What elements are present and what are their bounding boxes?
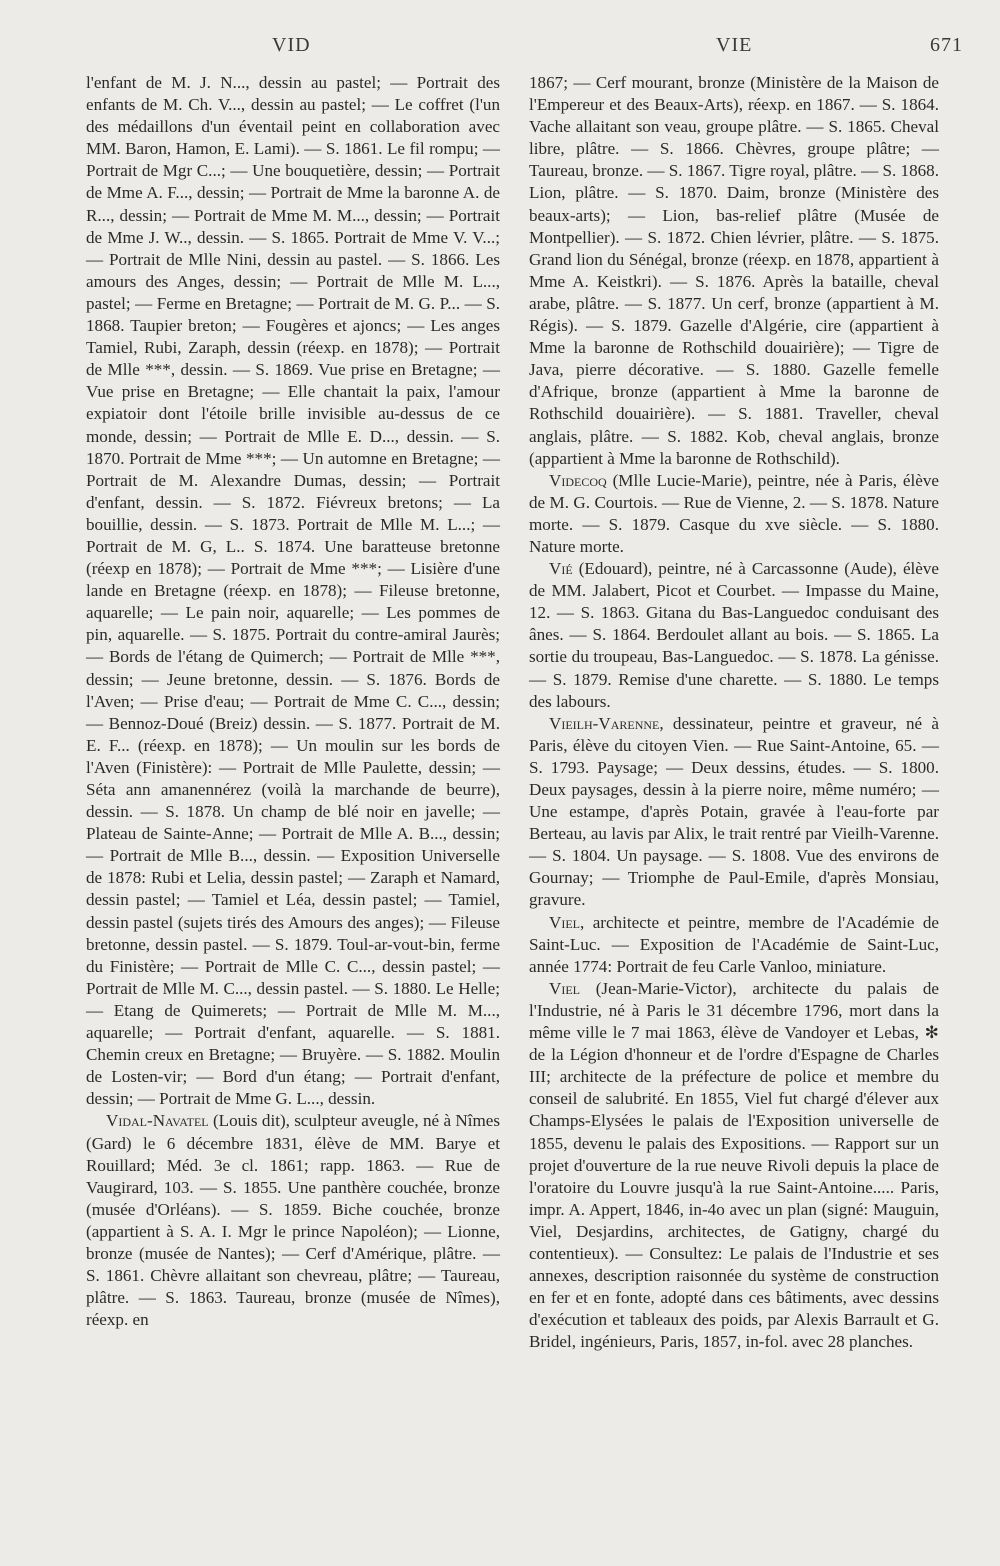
entry-name: Vieilh-Varenne [549, 713, 660, 733]
entry-paragraph [529, 713, 939, 912]
entry-text: (Jean-Marie-Victor), architecte du palais de l'Industrie, né à Paris le 31 décembre 1796, mort dans la même ville le 7 mai 1863, élève de Vandoyer et Lebas, ✻ de la Légion d'honneur et de l'ordre d'Espagne de Charles III; architecte de la préfecture de police et membre du conseil de salubrité. En 1855, Viel fut chargé d'élever aux Champs-Elysées le palais de l'Exposition universelle de 1855, devenu le palais des Expositions. — Rapport sur un projet d'ouverture de la rue neuve Rivoli depuis la place de l'oratoire du Louvre jusqu'à la rue Saint-Antoine..... Paris, impr. A. Appert, 1846, in-4o avec un plan (signé: Mauguin, Viel, Desjardins, architectes, de Gatigny, chargé du contentieux). — Consultez: Le palais de l'Industrie et ses annexes, description raisonnée du système de construction en fer et en fonte, adopté dans ces bâtiments, avec dessins d'exécution et tableaux des poids, par Alexis Barrault et G. Bridel, ingénieurs, Paris, 1857, in-fol. avec 28 planches. [529, 978, 939, 1352]
header-left-label: VID [272, 34, 311, 56]
page-number: 671 [930, 34, 963, 56]
entry-continuation: 1867; — Cerf mourant, bronze (Ministère de la Maison de l'Empereur et des Beaux-Arts), réexp. en 1867. — S. 1864. Vache allaitant son veau, groupe plâtre. — S. 1865. Cheval libre, plâtre. — S. 1866. Chèvres, groupe plâtre; — Taureau, bronze. — S. 1867. Tigre royal, plâtre. — S. 1868. Lion, plâtre. — S. 1870. Daim, bronze (Ministère des beaux-arts); — Lion, bas-relief plâtre (Musée de Montpellier). — S. 1872. Chien lévrier, plâtre. — S. 1875. Grand lion du Sénégal, bronze (réexp. en 1878, appartient à Mme A. Keistkri). — S. 1876. Après la bataille, cheval arabe, plâtre. — S. 1877. Un cerf, bronze (appartient à M. Régis). — S. 1879. Gazelle d'Algérie, cire (appartient à Mme la baronne de Rothschild douairière); — Tigre de Java, pierre décorative. — S. 1880. Gazelle femelle d'Afrique, bronze (appartient à Mme la baronne de Rothschild douairière). — S. 1881. Traveller, cheval anglais, plâtre. — S. 1882. Kob, cheval anglais, bronze (appartient à Mme la baronne de Rothschild). [529, 73, 939, 468]
entry-text: , architecte et peintre, membre de l'Académie de Saint-Luc. — Exposition de l'Académie de Saint-Luc, année 1774: Portrait de feu Carle Vanloo, miniature. [529, 912, 939, 976]
entry-continuation: l'enfant de M. J. N..., dessin au pastel; — Portrait des enfants de M. Ch. V..., dessin au pastel; — Le coffret (l'un des médaillons d'un éventail peint en collaboration avec MM. Baron, Hamon, E. Lami). — S. 1861. Le fil rompu; — Portrait de Mgr C...; — Une bouquetière, dessin; — Portrait de Mme A. F..., dessin; — Portrait de Mme la baronne A. de R..., dessin; — Portrait de Mme M. M..., dessin; — Portrait de Mme J. W.., dessin. — S. 1865. Portrait de Mme V. V...; — Portrait de Mlle Nini, dessin au pastel. — S. 1866. Les amours des Anges, dessin; — Portrait de Mlle M. L..., pastel; — Ferme en Bretagne; — Portrait de M. G. P... — S. 1868. Taupier breton; — Fougères et ajoncs; — Les anges Tamiel, Rubi, Zaraph, dessin (réexp. en 1878); — Portrait de Mlle ***, dessin. — S. 1869. Vue prise en Bretagne; — Vue prise en Bretagne; — Elle chantait la paix, l'amour expiatoir dont l'étoile brille invisible au-dessus de ce monde, dessin; — Portrait de Mlle E. D..., dessin. — S. 1870. Portrait de Mme ***; — Un automne en Bretagne; — Portrait de M. Alexandre Dumas, dessin; — Portrait d'enfant, dessin. — S. 1872. Fiévreux bretons; — La bouillie, dessin. — S. 1873. Portrait de Mlle M. L...; — Portrait de M. G, L.. S. 1874. Une baratteuse bretonne (réexp en 1878); — Portrait de Mme ***; — Lisière d'une lande en Bretagne (réexp. en 1878); — Fileuse bretonne, aquarelle; — Le pain noir, aquarelle; — Les pommes de pin, aquarelle. — S. 1875. Portrait du contre-amiral Jaurès; — Bords de l'étang de Quimerch; — Portrait de Mlle ***, dessin; — Jeune bretonne, dessin. — S. 1876. Bords de l'Aven; — Prise d'eau; — Portrait de Mme C. C..., dessin; — Bennoz-Doué (Breiz) dessin. — S. 1877. Portrait de M. E. F... (réexp. en 1878); — Un moulin sur les bords de l'Aven (Finistère): — Portrait de Mlle Paulette, dessin; — Séta ann amanennérez (voilà la marchande de beurre), dessin. — S. 1878. Un champ de blé noir en javelle; — Plateau de Sainte-Anne; — Portrait de Mlle A. B..., dessin; — Portrait de Mlle B..., dessin. — Exposition Universelle de 1878: Rubi et Lelia, dessin pastel; — Zaraph et Namard, dessin pastel; — Tamiel et Léa, dessin pastel; — Tamiel, dessin pastel (sujets tirés des Amours des anges); — Fileuse bretonne, dessin pastel. — S. 1879. Toul-ar-vout-bin, ferme du Finistère; — Portrait de Mlle C. C..., dessin pastel; — Portrait de Mlle M. C..., dessin pastel. — S. 1880. Le Helle; — Etang de Quimerets; — Portrait de Mlle M. M..., aquarelle; — Portrait d'enfant, aquarelle. — S. 1881. Chemin creux en Bretagne; — Bruyère. — S. 1882. Moulin de Losten-vir; — Bord d'un étang; — Portrait d'enfant, dessin; — Portrait de Mme G. L..., dessin. [86, 73, 500, 1109]
entry-text: (Edouard), peintre, né à Carcassonne (Aude), élève de MM. Jalabert, Picot et Courbet. — Impasse du Maine, 12. — S. 1863. Gitana du Bas-Languedoc conduisant des ânes. — S. 1864. Berdoulet allant au bois. — S. 1865. La sortie du troupeau, Bas-Languedoc. — S. 1878. La génisse. — S. 1879. Remise d'une charette. — S. 1880. Le temps des labours. [529, 559, 939, 711]
entry-name: Videcoq [549, 470, 607, 490]
header-center-label: VIE [716, 34, 753, 56]
entry-paragraph [529, 558, 939, 713]
entry-text: (Louis dit), sculpteur aveugle, né à Nîmes (Gard) le 6 décembre 1831, élève de MM. Barye et Rouillard; Méd. 3e cl. 1861; rapp. 1863. — Rue de Vaugirard, 103. — S. 1855. Une panthère couchée, bronze (musée d'Orléans). — S. 1859. Biche couchée, bronze (appartient à S. A. I. Mgr le prince Napoléon); — Lionne, bronze (musée de Nantes); — Cerf d'Amérique, plâtre. — S. 1861. Chèvre allaitant son chevreau, plâtre; — Taureau, plâtre. — S. 1863. Taureau, bronze (musée de Nîmes), réexp. en [86, 1111, 500, 1330]
entry-paragraph [529, 470, 939, 558]
running-header [0, 34, 1000, 64]
entry-paragraph [529, 912, 939, 978]
entry-name: Viel [549, 978, 581, 998]
entry-paragraph [529, 978, 939, 1354]
entry-name: Viel [549, 912, 581, 932]
entry-paragraph [86, 1110, 500, 1331]
entry-text: (Mlle Lucie-Marie), peintre, née à Paris, élève de M. G. Courtois. — Rue de Vienne, 2. — S. 1878. Nature morte. — S. 1879. Casque du xve siècle. — S. 1880. Nature morte. [529, 470, 939, 556]
right-column [529, 72, 939, 1353]
left-column [86, 72, 500, 1331]
entry-name: Vidal-Navatel [106, 1111, 209, 1131]
entry-text: , dessinateur, peintre et graveur, né à Paris, élève du citoyen Vien. — Rue Saint-Antoine, 65. — S. 1793. Paysage; — Deux dessins, études. — S. 1800. Deux paysages, dessin à la pierre noire, même numéro; — Une estampe, d'après Potain, gravée à l'eau-forte par Berteau, au lavis par Alix, le trait rentré par Vieilh-Varenne. — S. 1804. Un paysage. — S. 1808. Vue des environs de Gournay; — Triomphe de Paul-Emile, d'après Monsiau, gravure. [529, 713, 939, 910]
entry-name: Vié [549, 559, 573, 579]
